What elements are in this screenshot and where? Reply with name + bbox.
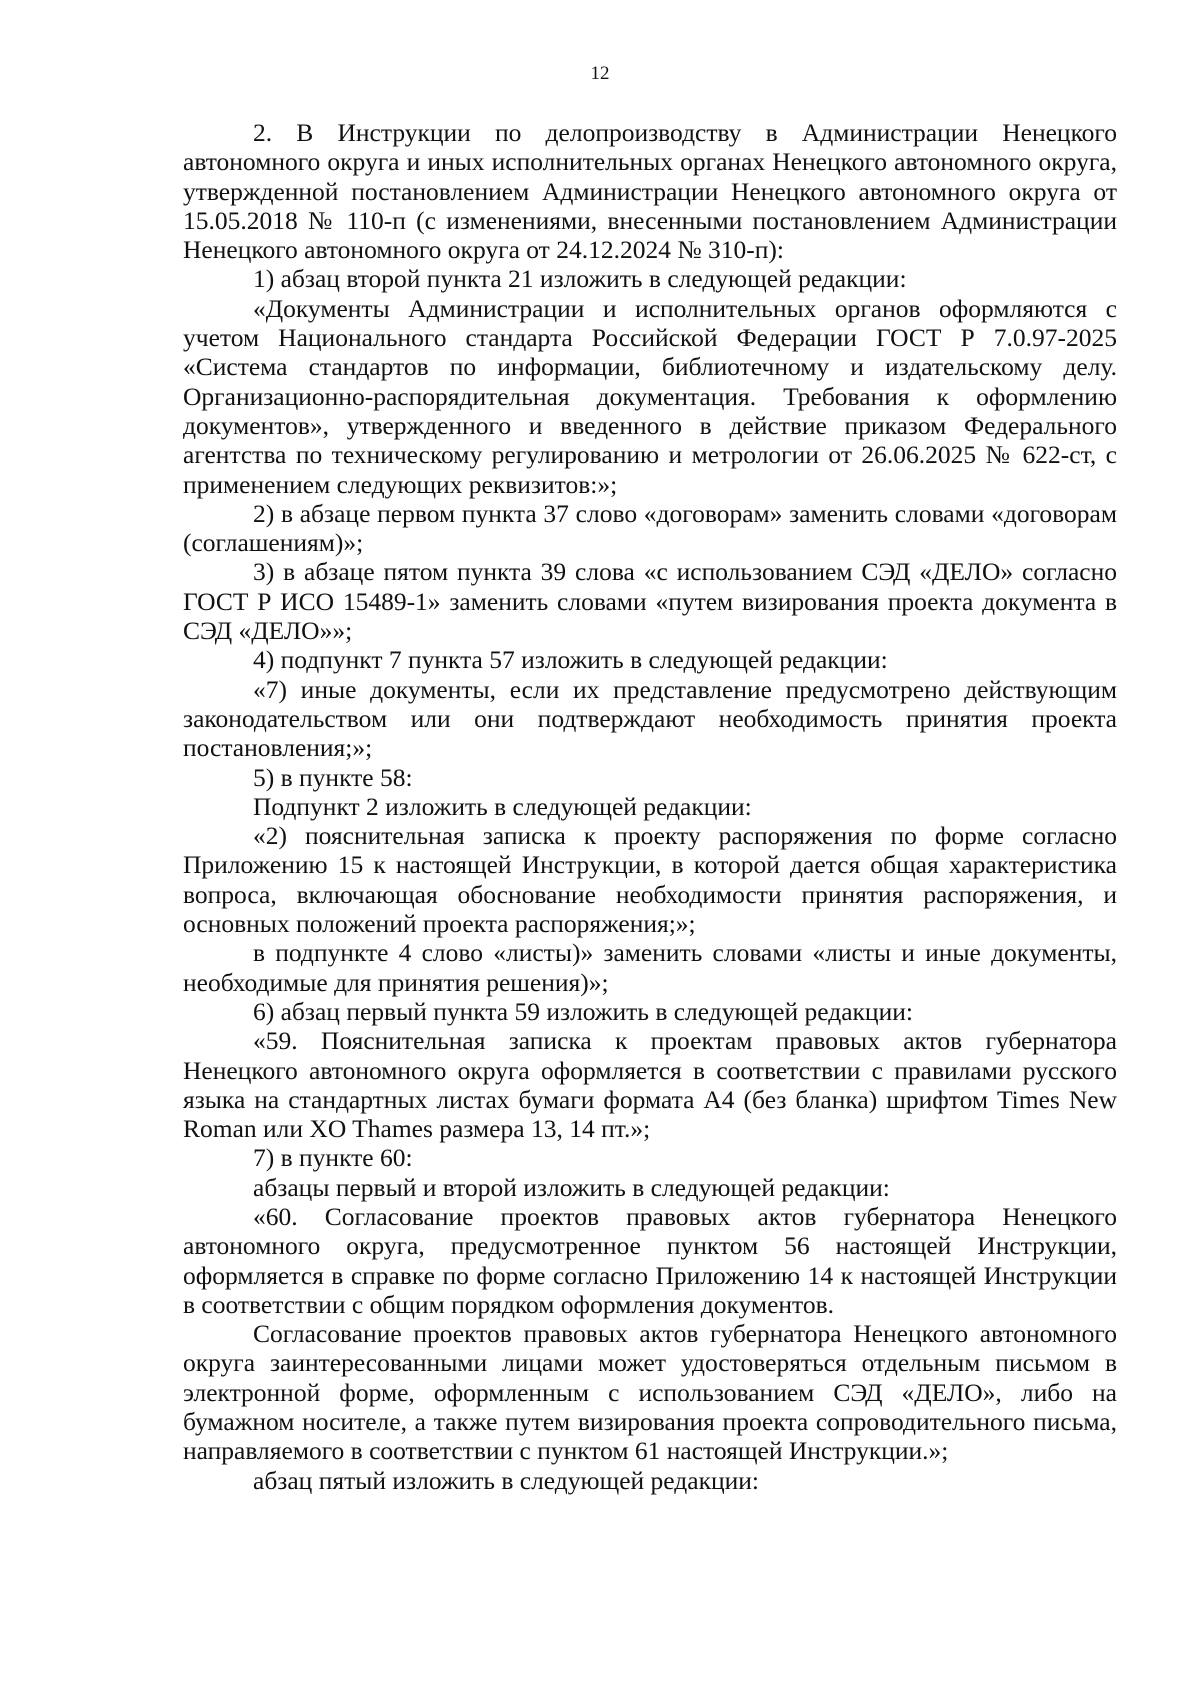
paragraph-item-6: 6) абзац первый пункта 59 изложить в следующей редакции:: [253, 996, 913, 1026]
paragraph-item-4-text: «7) иные документы, если их представление предусмотрено действующим законодательством или они подтверждают необходимость принятия проекта постановления;»;: [183, 674, 1117, 763]
paragraph-item-1: 1) абзац второй пункта 21 изложить в следующей редакции:: [253, 264, 907, 294]
paragraph-item-2: 2) в абзаце первом пункта 37 слово «договорам» заменить словами «договорам (соглашениям)»;: [183, 498, 1117, 558]
page-number: 12: [590, 63, 610, 84]
paragraph-item-7-text-2: Согласование проектов правовых актов губернатора Ненецкого автономного округа заинтересованными лицами может удостоверяться отдельным письмом в электронной форме, оформленным с использованием СЭД «ДЕЛО», либо на бумажном носителе, а также путем визирования проекта сопроводительного письма, направляемого в соответствии с пунктом 61 настоящей Инструкции.»;: [183, 1319, 1117, 1466]
paragraph-item-1-text: «Документы Администрации и исполнительных органов оформляются с учетом Национального стандарта Российской Федерации ГОСТ Р 7.0.97-2025 «Система стандартов по информации, библиотечному и издательскому делу. Организационно-распорядительная документация. Требования к оформлению документов», утвержденного и введенного в действие приказом Федерального агентства по техническому регулированию и метрологии от 26.06.2025 № 622-ст, с применением следующих реквизитов:»;: [183, 293, 1117, 499]
paragraph-item-5-sub-4: в подпункте 4 слово «листы)» заменить словами «листы и иные документы, необходимые для принятия решения)»;: [183, 938, 1117, 997]
paragraph-item-7-text-1: «60. Согласование проектов правовых актов губернатора Ненецкого автономного округа, предусмотренное пунктом 56 настоящей Инструкции, оформляется в справке по форме согласно Приложению 14 к настоящей Инструкции в соответствии с общим порядком оформления документов.: [183, 1201, 1117, 1319]
paragraph-item-4: 4) подпункт 7 пункта 57 изложить в следующей редакции:: [253, 645, 888, 675]
paragraph-intro: 2. В Инструкции по делопроизводству в Администрации Ненецкого автономного округа и иных исполнительных органах Ненецкого автономного округа, утвержденной постановлением Администрации Ненецкого автономного округа от 15.05.2018 № 110-п (с изменениями, внесенными постановлением Администрации Ненецкого автономного округа от 24.12.2024 № 310-п):: [183, 118, 1117, 265]
paragraph-item-5-sub-2-text: «2) пояснительная записка к проекту распоряжения по форме согласно Приложению 15 к настоящей Инструкции, в которой дается общая характеристика вопроса, включающая обоснование необходимости принятия распоряжения, и основных положений проекта распоряжения;»;: [183, 821, 1117, 939]
document-body: [183, 118, 1117, 1495]
paragraph-item-7: 7) в пункте 60:: [253, 1143, 413, 1173]
paragraph-item-3: 3) в абзаце пятом пункта 39 слова «с использованием СЭД «ДЕЛО» согласно ГОСТ Р ИСО 15489-1» заменить словами «путем визирования проекта документа в СЭД «ДЕЛО»»;: [183, 557, 1117, 646]
paragraph-item-7-fifth: абзац пятый изложить в следующей редакции:: [253, 1465, 759, 1495]
paragraph-item-5-sub-2: Подпункт 2 изложить в следующей редакции:: [253, 791, 752, 821]
paragraph-item-6-text: «59. Пояснительная записка к проектам правовых актов губернатора Ненецкого автономного округа оформляется в соответствии с правилами русского языка на стандартных листах бумаги формата А4 (без бланка) шрифтом Times New Roman или XO Thames размера 13, 14 пт.»;: [183, 1026, 1117, 1144]
paragraph-item-7-intro: абзацы первый и второй изложить в следующей редакции:: [253, 1172, 890, 1202]
paragraph-item-5: 5) в пункте 58:: [253, 762, 413, 792]
